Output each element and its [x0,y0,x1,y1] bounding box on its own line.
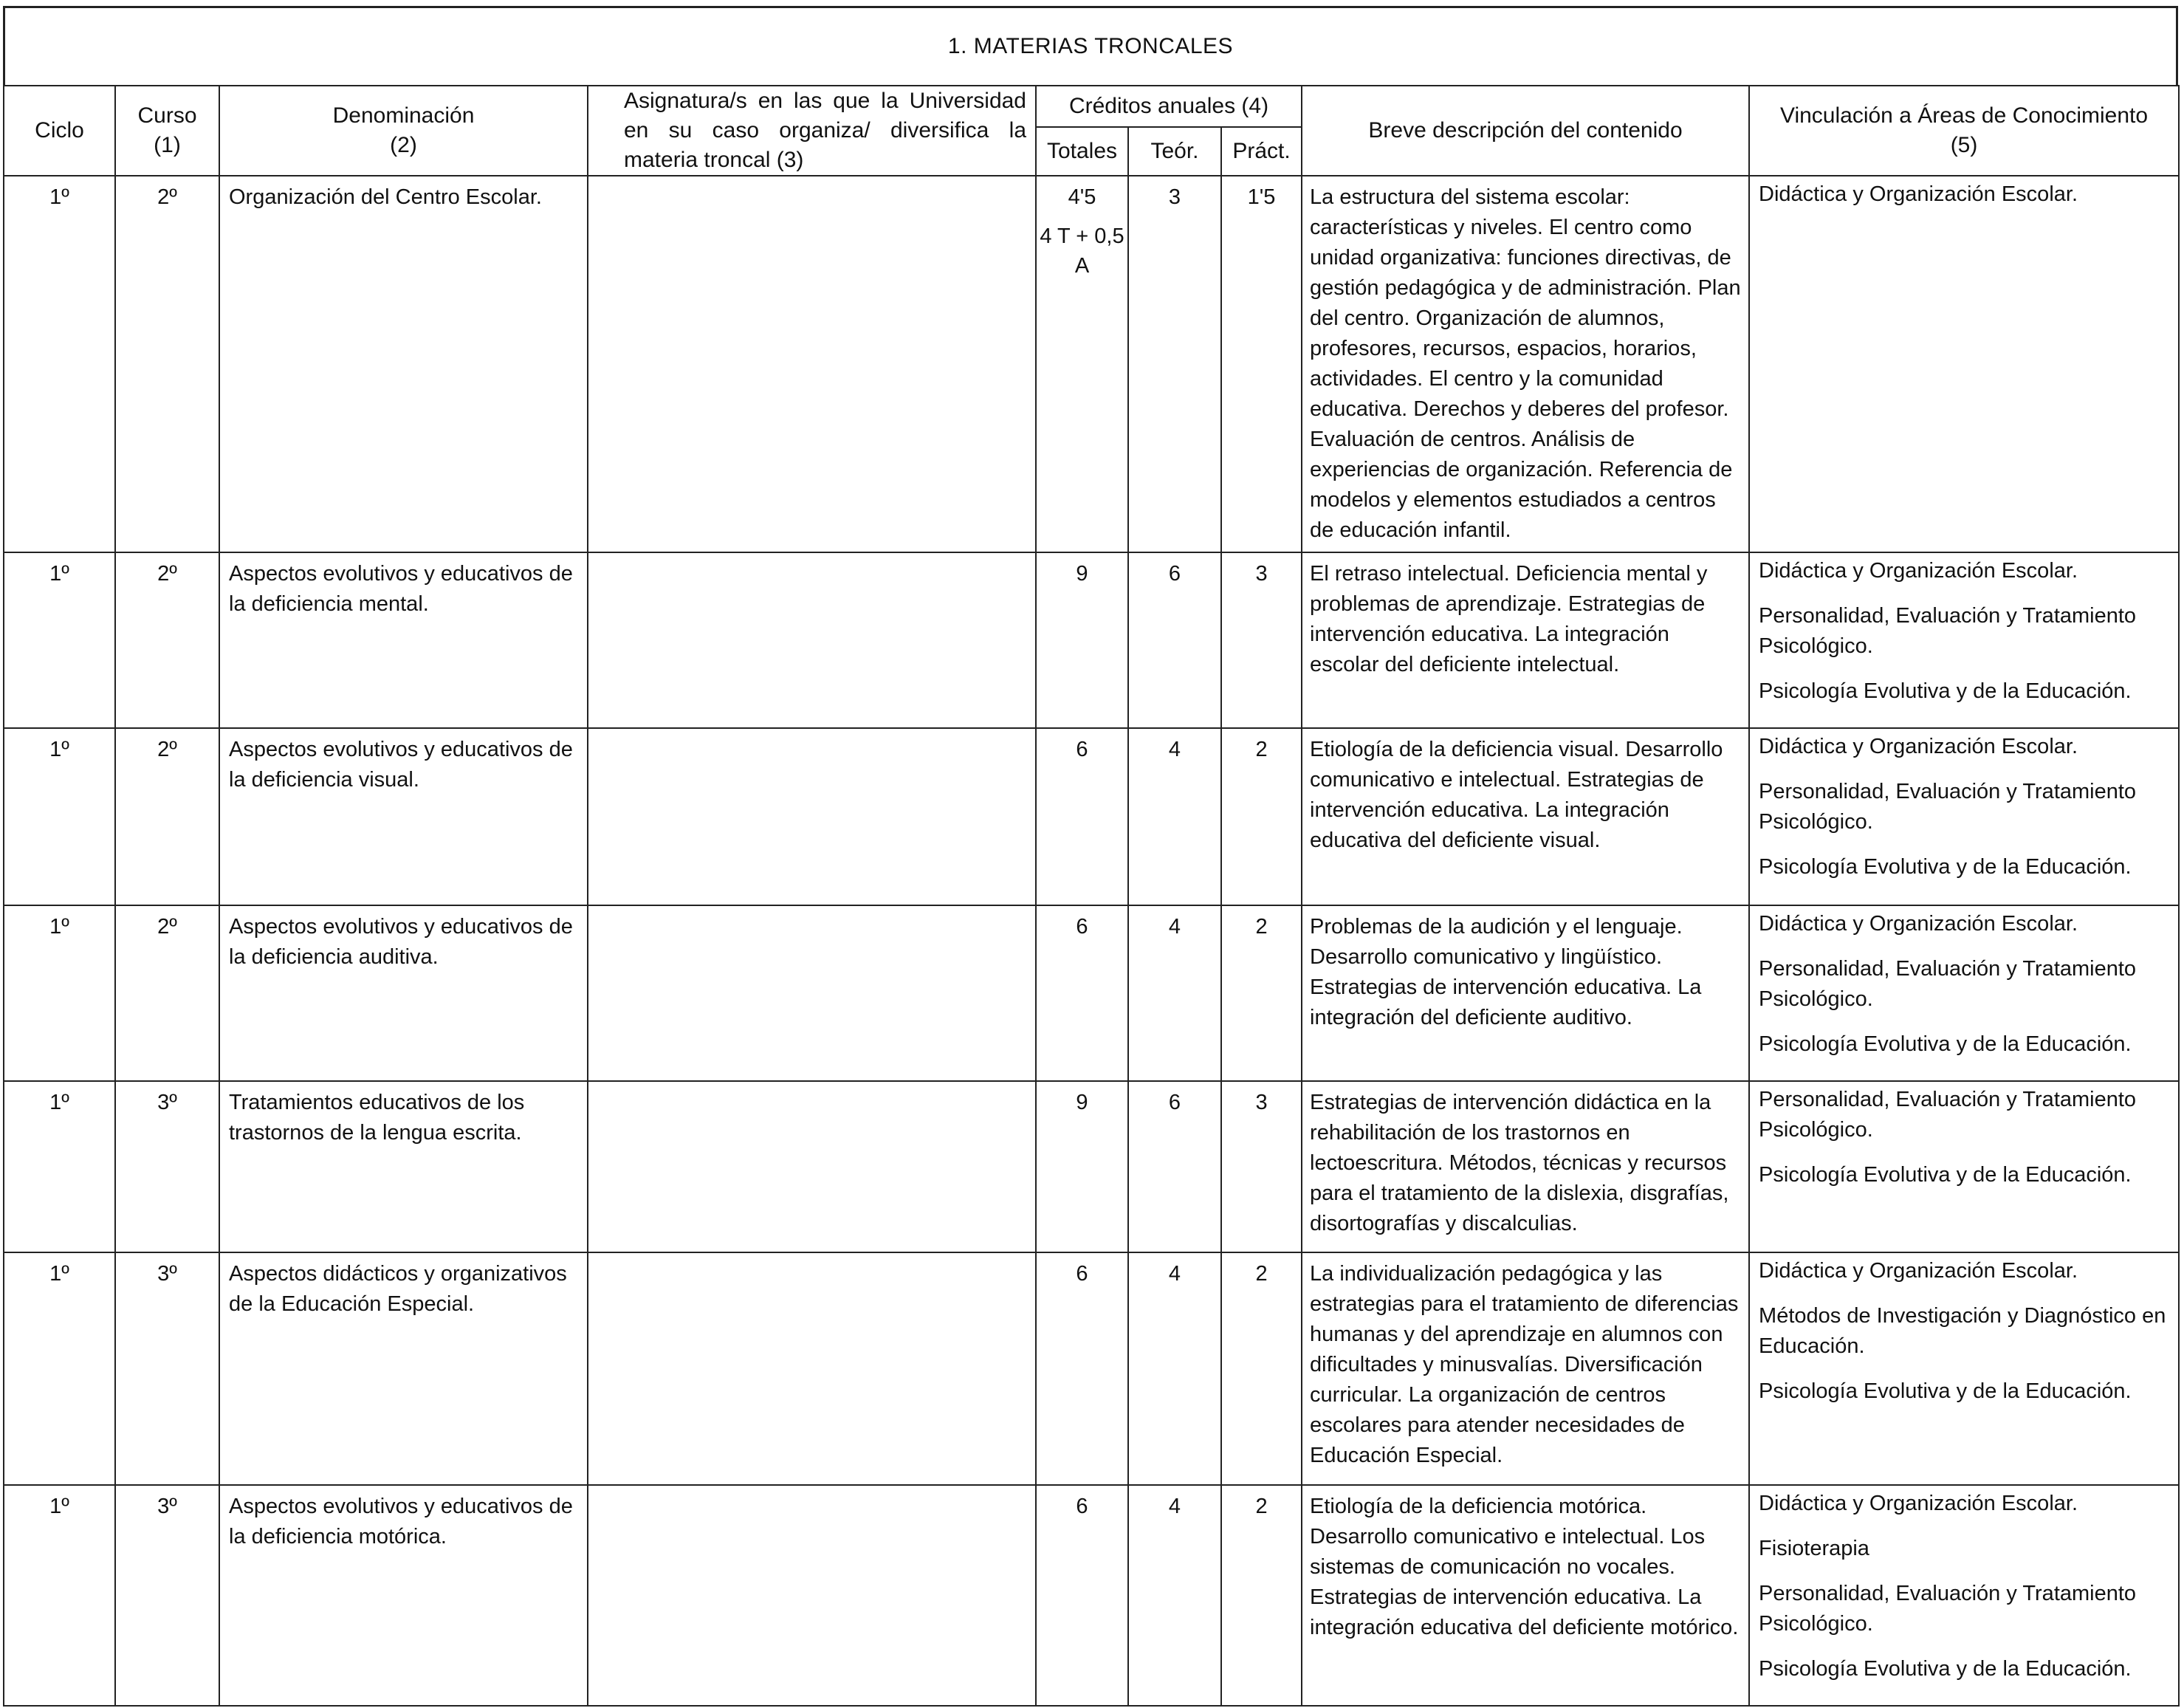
cell-curso: 3º [115,1252,219,1485]
cell-asignatura [588,1252,1036,1485]
cell-teor: 4 [1128,1485,1221,1706]
cell-areas [1749,1081,2179,1252]
cell-pract: 2 [1221,1252,1302,1485]
table-row [4,905,2179,1081]
cell-descripcion: La estructura del sistema escolar: características y niveles. El centro como unidad organizativa: funciones directivas, de gestión pedagógica y de administración. Plan del centro. Organización de alumnos, profesores, recursos, espacios, horarios, actividades. El centro y la comunidad educativa. Derechos y deberes del profesor. Evaluación de centros. Análisis de experiencias de organización. Referencia de modelos y elementos estudiados a centros de educación infantil. [1302,176,1749,552]
cell-totales: 6 [1036,728,1128,905]
table-row [4,1081,2179,1252]
cell-asignatura [588,1081,1036,1252]
area-item: Personalidad, Evaluación y Tratamiento Psicológico. [1759,604,2137,658]
cell-totales [1036,176,1128,552]
header-denominacion-label: Denominación [332,103,475,128]
cell-teor: 4 [1128,1252,1221,1485]
area-item: Personalidad, Evaluación y Tratamiento Psicológico. [1759,1088,2137,1142]
area-item: Psicología Evolutiva y de la Educación. [1759,1163,2132,1187]
cell-teor: 4 [1128,728,1221,905]
cell-asignatura [588,905,1036,1081]
table-row [4,1485,2179,1706]
area-item: Didáctica y Organización Escolar. [1759,735,2078,758]
cell-curso: 2º [115,176,219,552]
table-row [4,552,2179,728]
cell-descripcion: La individualización pedagógica y las estrategias para el tratamiento de diferencias humanas y del aprendizaje en alumnos con dificultades y minusvalías. Diversificación curricular. La organización de centros escolares para atender necesidades de Educación Especial. [1302,1252,1749,1485]
cell-areas [1749,1252,2179,1485]
header-asignaturas: Asignatura/s en las que la Universidad en su caso organiza/ diversifica la materia troncal (3) [588,86,1036,176]
header-creditos: Créditos anuales (4) [1036,86,1302,127]
area-item: Fisioterapia [1759,1537,1869,1560]
header-ciclo: Ciclo [4,86,115,176]
cell-asignatura [588,1485,1036,1706]
area-item: Personalidad, Evaluación y Tratamiento Psicológico. [1759,957,2137,1011]
materias-troncales-document [3,6,2178,1707]
header-teor: Teór. [1128,127,1221,176]
area-item: Didáctica y Organización Escolar. [1759,559,2078,583]
cell-curso: 3º [115,1485,219,1706]
area-item: Psicología Evolutiva y de la Educación. [1759,1379,2132,1403]
cell-areas [1749,905,2179,1081]
cell-ciclo: 1º [4,552,115,728]
area-item: Psicología Evolutiva y de la Educación. [1759,1032,2132,1056]
cell-totales-detail: 4 T + 0,5 A [1040,224,1124,278]
cell-areas [1749,728,2179,905]
cell-denominacion: Aspectos evolutivos y educativos de la deficiencia visual. [219,728,588,905]
cell-ciclo: 1º [4,176,115,552]
cell-pract: 3 [1221,1081,1302,1252]
cell-areas [1749,1485,2179,1706]
table-row [4,1252,2179,1485]
cell-pract: 2 [1221,728,1302,905]
table-row [4,728,2179,905]
cell-descripcion: El retraso intelectual. Deficiencia mental y problemas de aprendizaje. Estrategias de intervención educativa. La integración escolar del deficiente intelectual. [1302,552,1749,728]
cell-asignatura [588,552,1036,728]
area-item: Didáctica y Organización Escolar. [1759,182,2078,206]
cell-denominacion: Aspectos evolutivos y educativos de la deficiencia auditiva. [219,905,588,1081]
cell-asignatura [588,176,1036,552]
cell-ciclo: 1º [4,1081,115,1252]
header-vinculacion [1749,86,2179,176]
cell-teor: 3 [1128,176,1221,552]
cell-asignatura [588,728,1036,905]
cell-totales: 9 [1036,1081,1128,1252]
header-vinculacion-label: Vinculación a Áreas de Conocimiento [1779,103,2149,128]
cell-teor: 4 [1128,905,1221,1081]
cell-denominacion: Organización del Centro Escolar. [219,176,588,552]
header-curso-note: (1) [154,133,181,157]
cell-totales: 6 [1036,1252,1128,1485]
cell-totales-value: 4'5 [1068,185,1096,209]
cell-descripcion: Etiología de la deficiencia motórica. Desarrollo comunicativo e intelectual. Los sistemas de comunicación no vocales. Estrategias de intervención educativa. La integración educativa del deficiente motórico. [1302,1485,1749,1706]
cell-areas [1749,552,2179,728]
area-item: Métodos de Investigación y Diagnóstico en Educación. [1759,1304,2166,1358]
cell-denominacion: Tratamientos educativos de los trastornos de la lengua escrita. [219,1081,588,1252]
cell-curso: 2º [115,552,219,728]
cell-denominacion: Aspectos evolutivos y educativos de la deficiencia mental. [219,552,588,728]
table-row [4,176,2179,552]
cell-curso: 3º [115,1081,219,1252]
cell-teor: 6 [1128,552,1221,728]
header-vinculacion-note: (5) [1950,133,1978,157]
cell-areas [1749,176,2179,552]
area-item: Didáctica y Organización Escolar. [1759,1259,2078,1283]
header-descripcion: Breve descripción del contenido [1302,86,1749,176]
cell-pract: 2 [1221,1485,1302,1706]
cell-ciclo: 1º [4,1252,115,1485]
area-item: Didáctica y Organización Escolar. [1759,912,2078,936]
header-denominacion-note: (2) [390,133,417,157]
area-item: Psicología Evolutiva y de la Educación. [1759,855,2132,879]
area-item: Psicología Evolutiva y de la Educación. [1759,679,2132,703]
header-totales: Totales [1036,127,1128,176]
cell-descripcion: Estrategias de intervención didáctica en la rehabilitación de los trastornos en lectoescritura. Métodos, técnicas y recursos para el tratamiento de la dislexia, disgrafías, disortografías y discalculias. [1302,1081,1749,1252]
cell-curso: 2º [115,905,219,1081]
cell-denominacion: Aspectos didácticos y organizativos de la Educación Especial. [219,1252,588,1485]
materias-table [3,85,2180,1707]
area-item: Personalidad, Evaluación y Tratamiento Psicológico. [1759,780,2137,834]
cell-descripcion: Etiología de la deficiencia visual. Desarrollo comunicativo e intelectual. Estrategias de intervención educativa. La integración educativa del deficiente visual. [1302,728,1749,905]
area-item: Personalidad, Evaluación y Tratamiento Psicológico. [1759,1582,2137,1636]
header-denominacion [219,86,588,176]
header-curso [115,86,219,176]
section-title: 1. MATERIAS TRONCALES [3,6,2178,85]
header-pract: Práct. [1221,127,1302,176]
cell-pract: 2 [1221,905,1302,1081]
cell-ciclo: 1º [4,1485,115,1706]
cell-pract: 1'5 [1221,176,1302,552]
area-item: Didáctica y Organización Escolar. [1759,1492,2078,1515]
cell-ciclo: 1º [4,905,115,1081]
cell-descripcion: Problemas de la audición y el lenguaje. Desarrollo comunicativo y lingüístico. Estrategias de intervención educativa. La integración del deficiente auditivo. [1302,905,1749,1081]
cell-ciclo: 1º [4,728,115,905]
cell-totales: 9 [1036,552,1128,728]
area-item: Psicología Evolutiva y de la Educación. [1759,1657,2132,1681]
cell-teor: 6 [1128,1081,1221,1252]
cell-totales: 6 [1036,905,1128,1081]
header-curso-label: Curso [137,103,197,128]
cell-totales: 6 [1036,1485,1128,1706]
cell-denominacion: Aspectos evolutivos y educativos de la deficiencia motórica. [219,1485,588,1706]
cell-pract: 3 [1221,552,1302,728]
cell-curso: 2º [115,728,219,905]
